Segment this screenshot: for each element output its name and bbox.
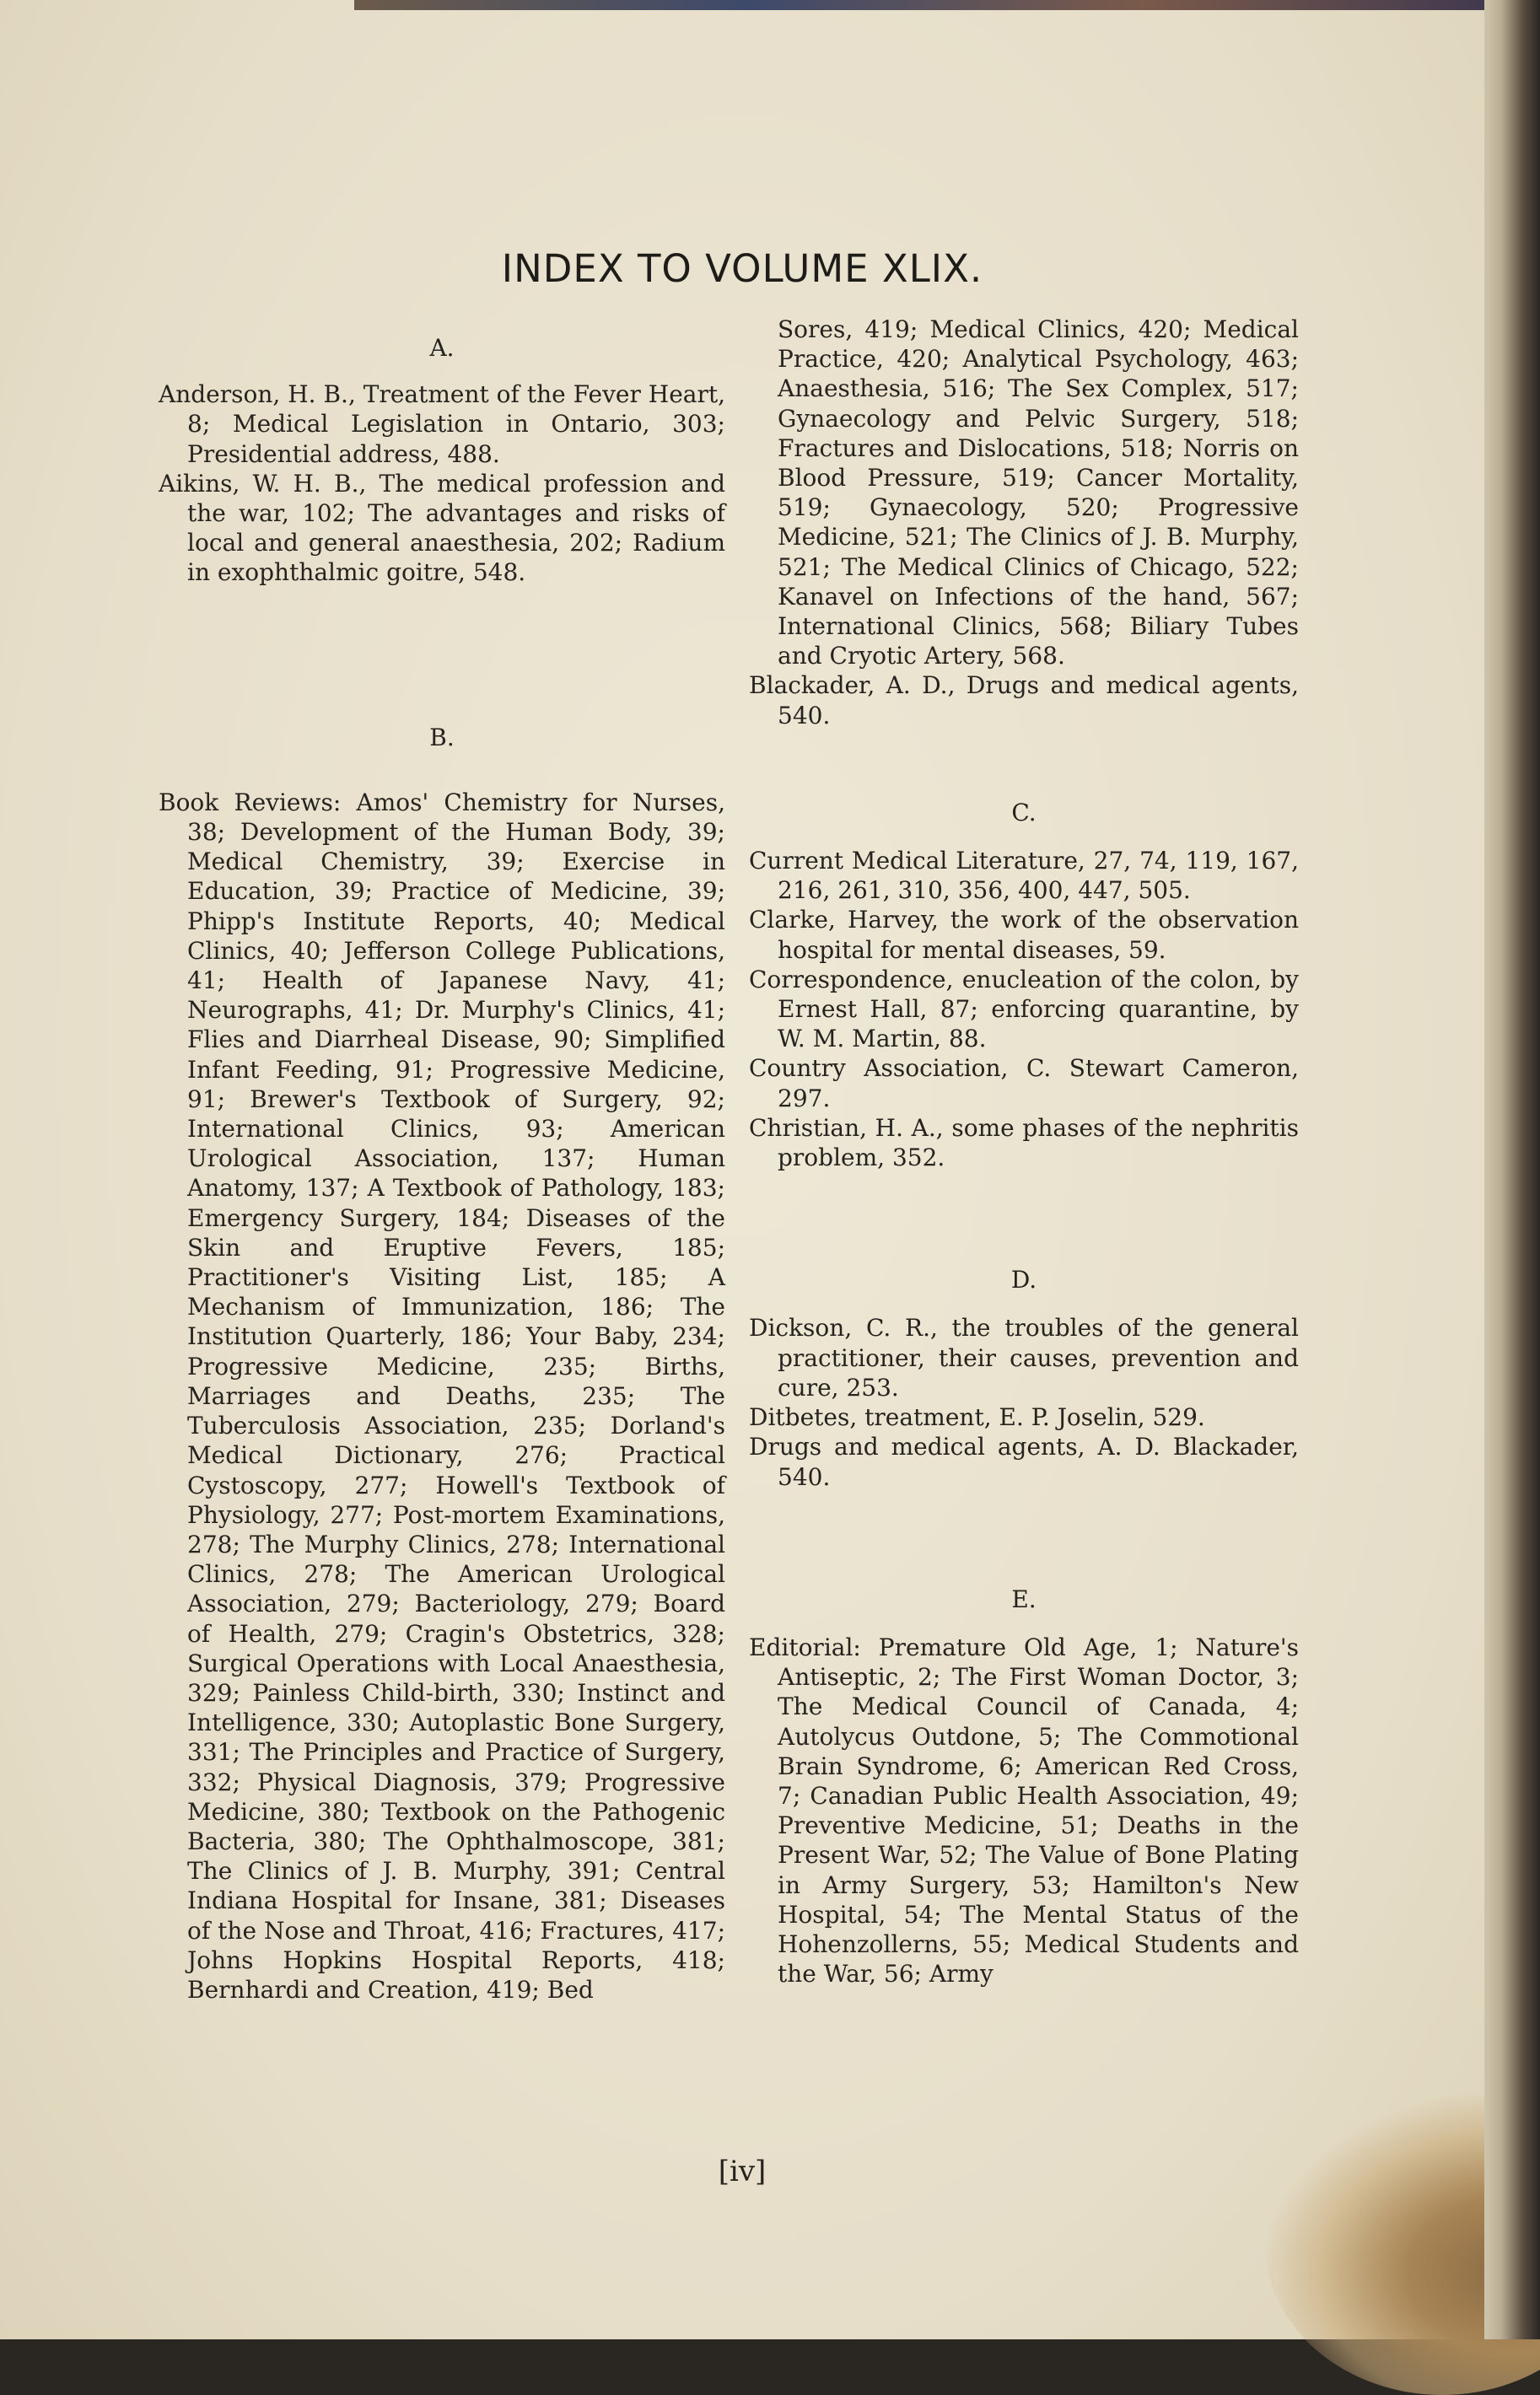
page-title: INDEX TO VOLUME XLIX. [501,246,983,291]
index-entry-correspondence: Correspondence, enucleation of the colon, by Ernest Hall, 87; enforcing quarantine, by W. M. Martin, 88. [749,965,1299,1053]
index-entry-editorial: Editorial: Premature Old Age, 1; Nature's Antiseptic, 2; The First Woman Doctor, 3; The Medical Council of Canada, 4; Autolycus Outdone, 5; The Commotional Brain Syndrome, 6; American Red Cross, 7; Canadian Public Health Association, 49; Preventive Medicine, 51; Deaths in the Present War, 52; The Value of Bone Plating in Army Surgery, 53; Hamilton's New Hospital, 54; The Mental Status of the Hohenzollerns, 55; Medical Students and the War, 56; Army [749,1633,1299,1989]
section-letter-d: D. [1010,1266,1037,1294]
index-entry-blackader: Blackader, A. D., Drugs and medical agents, 540. [749,671,1299,729]
right-column [749,315,1299,1989]
index-entry-drugs: Drugs and medical agents, A. D. Blackader, 540. [749,1433,1299,1491]
book-edge-strip [354,0,1535,10]
section-letter-a: A. [429,334,455,362]
section-letter-b: B. [429,723,455,751]
index-entry-aikins: Aikins, W. H. B., The medical profession and the war, 102; The advantages and risks of local and general anaesthesia, 202; Radium in exophthalmic goitre, 548. [159,469,725,587]
index-entry-christian: Christian, H. A., some phases of the nephritis problem, 352. [749,1113,1299,1172]
index-entry-anderson: Anderson, H. B., Treatment of the Fever Heart, 8; Medical Legislation in Ontario, 303; Presidential address, 488. [159,380,725,468]
section-letter-c: C. [1011,798,1037,826]
book-gutter-edge [1484,0,1540,2339]
index-entry-ditbetes: Ditbetes, treatment, E. P. Joselin, 529. [749,1403,1205,1432]
left-column [159,333,725,2005]
index-entry-country-association: Country Association, C. Stewart Cameron, 297. [749,1054,1299,1112]
index-entry-book-reviews: Book Reviews: Amos' Chemistry for Nurses, 38; Development of the Human Body, 39; Medical Chemistry, 39; Exercise in Education, 39; Practice of Medicine, 39; Phipp's Institute Reports, 40; Medical Clinics, 40; Jefferson College Publications, 41; Health of Japanese Navy, 41; Neurographs, 41; Dr. Murphy's Clinics, 41; Flies and Diarrheal Disease, 90; Simplified Infant Feeding, 91; Progressive Medicine, 91; Brewer's Textbook of Surgery, 92; International Clinics, 93; American Urological Association, 137; Human Anatomy, 137; A Textbook of Pathology, 183; Emergency Surgery, 184; Diseases of the Skin and Eruptive Fevers, 185; Practitioner's Visiting List, 185; A Mechanism of Immunization, 186; The Institution Quarterly, 186; Your Baby, 234; Progressive Medicine, 235; Births, Marriages and Deaths, 235; The Tuberculosis Association, 235; Dorland's Medical Dictionary, 276; Practical Cystoscopy, 277; Howell's Textbook of Physiology, 277; Post-mortem Examinations, 278; The Murphy Clinics, 278; International Clinics, 278; The American Urological Association, 279; Bacteriology, 279; Board of Health, 279; Cragin's Obstetrics, 328; Surgical Operations with Local Anaesthesia, 329; Painless Child-birth, 330; Instinct and Intelligence, 330; Autoplastic Bone Surgery, 331; The Principles and Practice of Surgery, 332; Physical Diagnosis, 379; Progressive Medicine, 380; Textbook on the Pathogenic Bacteria, 380; The Ophthalmoscope, 381; The Clinics of J. B. Murphy, 391; Central Indiana Hospital for Insane, 381; Diseases of the Nose and Throat, 416; Fractures, 417; Johns Hopkins Hospital Reports, 418; Bernhardi and Creation, 419; Bed [159,788,725,2004]
index-entry-current-medical-literature: Current Medical Literature, 27, 74, 119, 167, 216, 261, 310, 356, 400, 447, 505. [749,847,1299,905]
page-number: [iv] [718,2155,767,2188]
index-entry-clarke: Clarke, Harvey, the work of the observation hospital for mental diseases, 59. [749,906,1299,964]
index-entry-dickson: Dickson, C. R., the troubles of the general practitioner, their causes, prevention and cure, 253. [749,1314,1299,1402]
index-entry-book-reviews-continued: Sores, 419; Medical Clinics, 420; Medical Practice, 420; Analytical Psychology, 463; Anaesthesia, 516; The Sex Complex, 517; Gynaecology and Pelvic Surgery, 518; Fractures and Dislocations, 518; Norris on Blood Pressure, 519; Cancer Mortality, 519; Gynaecology, 520; Progressive Medicine, 521; The Clinics of J. B. Murphy, 521; The Medical Clinics of Chicago, 522; Kanavel on Infections of the hand, 567; International Clinics, 568; Biliary Tubes and Cryotic Artery, 568. [778,315,1299,670]
section-letter-e: E. [1011,1585,1037,1613]
